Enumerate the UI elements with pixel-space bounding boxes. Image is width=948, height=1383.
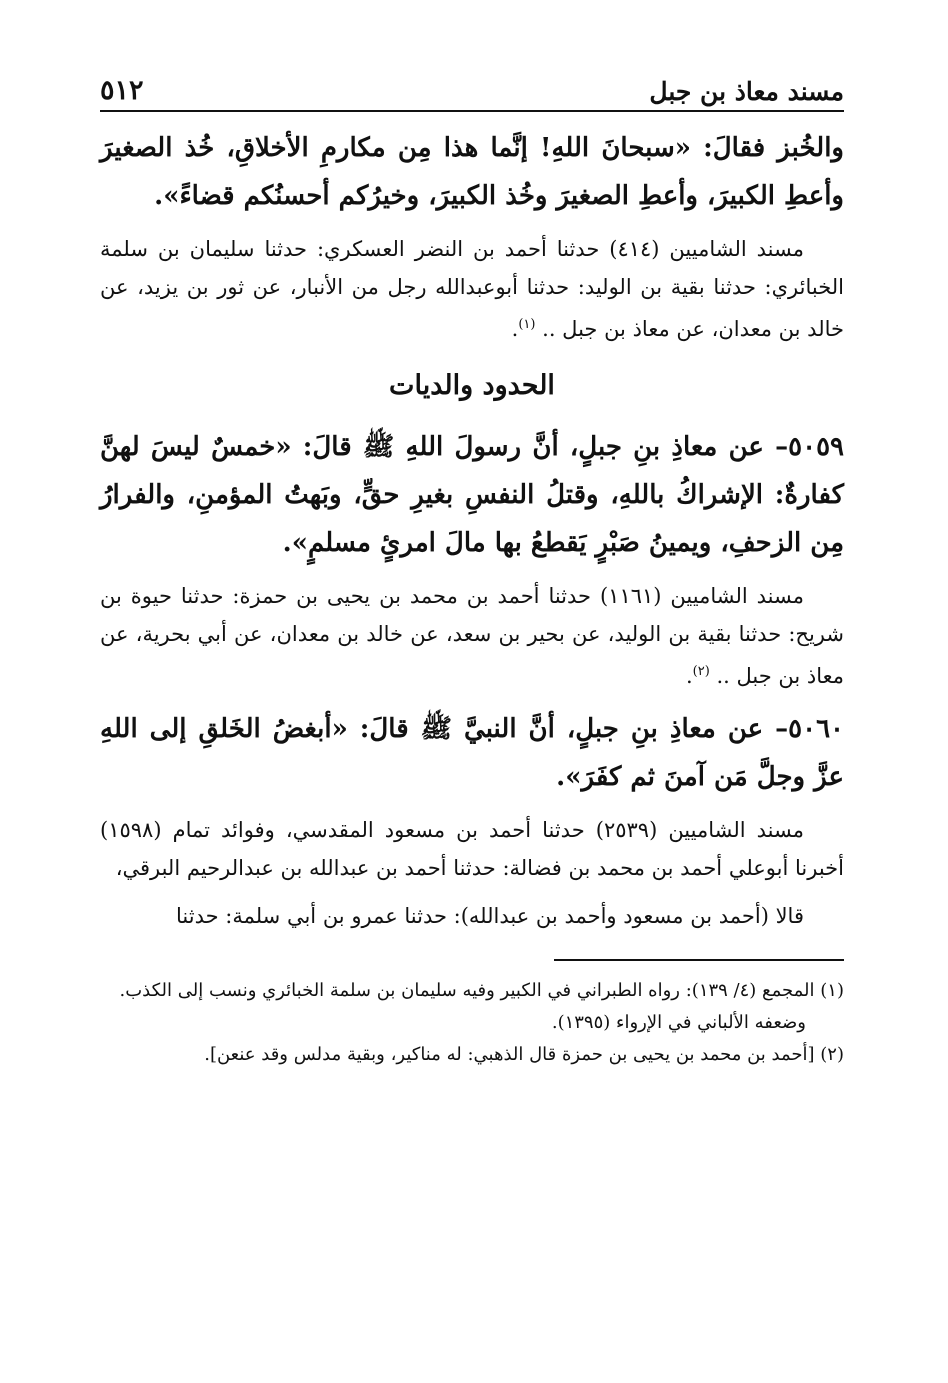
hadith-continuation: والخُبز فقالَ: «سبحانَ اللهِ! إنَّما هذا مِن مكارمِ الأخلاقِ، خُذ الصغيرَ وأعطِ الكبيرَ، وأعطِ الصغيرَ وخُذ الكبيرَ، وخيرُكم أحسنُكم قضاءً». (100, 133, 844, 211)
footnote-1-continued: وضعفه الألباني في الإرواء (١٣٩٥). (551, 1012, 806, 1033)
hadith-5059: ٥٠٥٩– عن معاذِ بنِ جبلٍ، أنَّ رسولَ اللهِ ﷺ قالَ: «خمسٌ ليسَ لهنَّ كفارةٌ: الإشراكُ باللهِ، وقتلُ النفسِ بغيرِ حقٍّ، وبَهتُ المؤمنِ، والفرارُ مِن الزحفِ، ويمينُ صَبْرٍ يَقطعُ بها مالَ امرئٍ مسلمٍ». (100, 432, 844, 558)
footnote-1: (١) المجمع (٤/ ١٣٩): رواه الطبراني في الكبير وفيه سليمان بن سلمة الخبائري ونسب إلى الكذب. (119, 980, 844, 1001)
footnote-separator (554, 959, 844, 961)
source-text-1: مسند الشاميين (٤١٤) حدثنا أحمد بن النضر العسكري: حدثنا سليمان بن سلمة الخبائري: حدثنا بقية بن الوليد: حدثنا أبوعبدالله رجل من الأنبار، عن ثور بن يزيد، عن خالد بن معدان، عن معاذ بن جبل .. (100, 237, 844, 341)
source-paragraph-1: مسند الشاميين (٤١٤) حدثنا أحمد بن النضر العسكري: حدثنا سليمان بن سلمة الخبائري: حدثنا بقية بن الوليد: حدثنا أبوعبدالله رجل من الأنبار، عن ثور بن يزيد، عن خالد بن معدان، عن معاذ بن جبل .. $^{(١)}$. (100, 237, 844, 341)
footnote-ref-1: (١) (518, 317, 536, 332)
section-heading: الحدود والديات (389, 370, 555, 401)
hadith-5060: ٥٠٦٠– عن معاذِ بنِ جبلٍ، أنَّ النبيَّ ﷺ قالَ: «أبغضُ الخَلقِ إلى اللهِ عزَّ وجلَّ مَن آمنَ ثم كفَرَ». (100, 714, 844, 792)
source-paragraph-4: قالا (أحمد بن مسعود وأحمد بن عبدالله): حدثنا عمرو بن أبي سلمة: حدثنا (176, 904, 804, 928)
source-paragraph-2: مسند الشاميين (١١٦١) حدثنا أحمد بن محمد بن يحيى بن حمزة: حدثنا حيوة بن شريح: حدثنا بقية بن الوليد، عن بحير بن سعد، عن خالد بن معدان، عن أبي بحرية، عن معاذ بن جبل .. $^{(٢)}$. (100, 584, 844, 688)
footnote-2: (٢) [أحمد بن محمد بن يحيى بن حمزة قال الذهبي: له مناكير، وبقية مدلس وقد عنعن]. (204, 1044, 844, 1065)
running-title: مسند معاذ بن جبل (649, 77, 844, 106)
page-number: ٥١٢ (100, 75, 144, 106)
source-paragraph-3: مسند الشاميين (٢٥٣٩) حدثنا أحمد بن مسعود المقدسي، وفوائد تمام (١٥٩٨) أخبرنا أبوعلي أحمد بن محمد بن فضالة: حدثنا أحمد بن عبدالله بن عبدالرحيم البرقي، (100, 818, 844, 880)
source-text-2: مسند الشاميين (١١٦١) حدثنا أحمد بن محمد بن يحيى بن حمزة: حدثنا حيوة بن شريح: حدثنا بقية بن الوليد، عن بحير بن سعد، عن خالد بن معدان، عن أبي بحرية، عن معاذ بن جبل .. (100, 584, 844, 688)
footnote-ref-2: (٢) (692, 664, 710, 679)
book-page (100, 70, 844, 1071)
page-header (100, 70, 844, 112)
